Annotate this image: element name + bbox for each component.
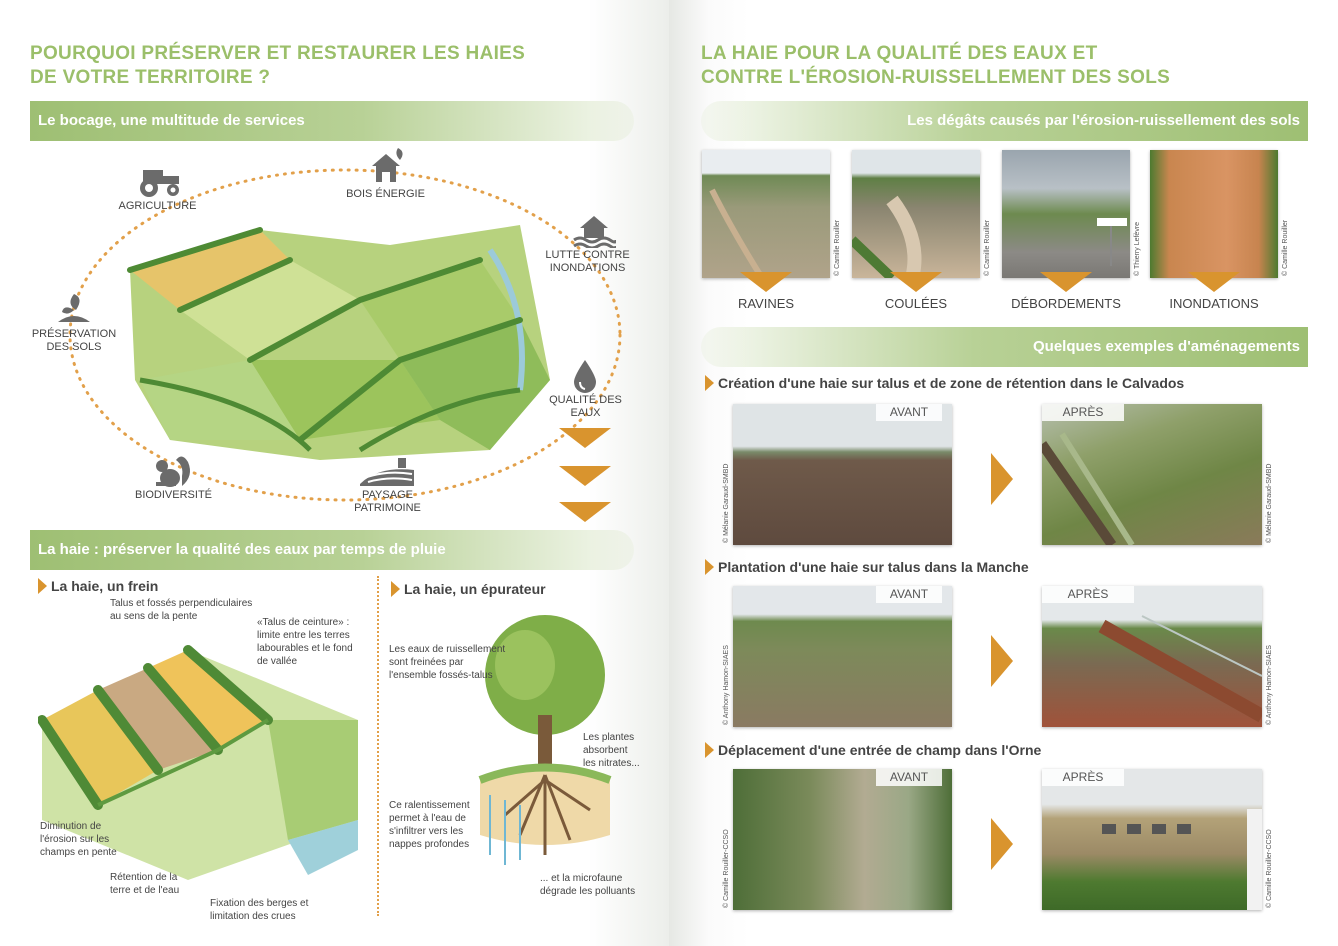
banner-exemples: Quelques exemples d'aménagements (701, 327, 1308, 367)
tag-manche-avant: AVANT (876, 586, 942, 603)
tag-manche-apres: APRÈS (1042, 586, 1134, 603)
photo-debordements (1002, 150, 1130, 278)
note-retention (110, 871, 179, 897)
chevron-calvados (991, 453, 1013, 505)
credit-coulees: © Camille Rouiller (984, 219, 991, 276)
label-bois-energie: BOIS ÉNERGIE (346, 188, 425, 200)
note-plantes (583, 731, 640, 770)
credit-orne-apres: © Camille Rouiller-CCSO (1266, 829, 1273, 908)
chevron-orne (991, 818, 1013, 870)
note-talus (110, 597, 252, 623)
arrow-down-3 (559, 502, 611, 522)
heading-frein (38, 578, 158, 594)
credit-debordements: © Thierry Lefèvre (1134, 221, 1141, 276)
credit-calvados-apres: © Mélanie Garaud-SMBD (1266, 463, 1273, 543)
photo-orne-avant (733, 769, 952, 910)
credit-orne-avant: © Camille Rouiller-CCSO (723, 829, 730, 908)
chevron-manche (991, 635, 1013, 687)
note-ceint-2: limite entre les terres (257, 630, 350, 641)
note-eaux-ruissellement (389, 643, 505, 682)
orange-triangle-icon (391, 581, 400, 597)
label-pres-line2: DES SOLS (46, 341, 102, 353)
credit-inondations: © Camille Rouiller (1282, 219, 1289, 276)
orange-triangle-icon (705, 559, 714, 575)
banner-degats: Les dégâts causés par l'érosion-ruissellement des sols (701, 101, 1308, 141)
left-title (30, 42, 525, 90)
caption-debordements: DÉBORDEMENTS (1011, 296, 1121, 311)
orange-triangle-icon (38, 578, 47, 594)
exemple-orne-title-text: Déplacement d'une entrée de champ dans l'Orne (718, 742, 1042, 758)
heading-epurateur-text: La haie, un épurateur (404, 581, 546, 597)
credit-manche-avant: © Anthony Hamon-SIAES (723, 645, 730, 725)
photo-orne-apres (1042, 769, 1262, 910)
label-qualite-eaux (538, 394, 633, 420)
tag-calvados-avant: AVANT (876, 404, 942, 421)
label-pres-line1: PRÉSERVATION (31, 328, 117, 340)
note-ceint-1: «Talus de ceinture» : (257, 617, 350, 628)
house-water-icon (572, 212, 616, 248)
note-eaux-2: sont freinées par (389, 657, 464, 668)
water-drop-icon (572, 358, 598, 394)
note-ceint-4: de vallée (257, 656, 298, 667)
note-dim-2: l'érosion sur les (40, 834, 110, 845)
photo-manche-apres (1042, 586, 1262, 727)
note-ceinture (257, 616, 353, 668)
label-agriculture: AGRICULTURE (118, 200, 197, 212)
exemple-calvados-title (705, 375, 1184, 391)
arrow-down-ravines (740, 272, 792, 292)
note-ceint-3: labourables et le fond (257, 643, 353, 654)
photo-inondations (1150, 150, 1278, 278)
left-title-line2: DE VOTRE TERRITOIRE ? (30, 67, 271, 88)
note-microfaune (540, 872, 635, 898)
exemple-calvados-title-text: Création d'une haie sur talus et de zone de rétention dans le Calvados (718, 375, 1185, 391)
note-dim-3: champs en pente (40, 847, 117, 858)
label-lutte-inondations (540, 249, 635, 275)
note-eaux-3: l'ensemble fossés-talus (389, 670, 493, 681)
photo-coulees (852, 150, 980, 278)
photo-manche-avant (733, 586, 952, 727)
left-title-line1: POURQUOI PRÉSERVER ET RESTAURER LES HAIES (30, 43, 526, 64)
label-qual-line1: QUALITÉ DES (549, 394, 622, 406)
photo-calvados-avant (733, 404, 952, 545)
dotted-divider (377, 576, 379, 916)
note-ralent-2: permet à l'eau de (389, 813, 466, 824)
note-plantes-2: absorbent (583, 745, 628, 756)
exemple-orne-title (705, 742, 1041, 758)
label-lutte-line1: LUTTE CONTRE (545, 249, 630, 261)
note-fixation (210, 897, 308, 923)
arrow-down-debordements (1040, 272, 1092, 292)
squirrel-icon (152, 452, 194, 488)
label-qual-line2: EAUX (570, 407, 601, 419)
exemple-manche-title (705, 559, 1029, 575)
credit-ravines: © Camille Rouiller (834, 219, 841, 276)
tractor-icon (135, 164, 183, 198)
note-diminution (40, 820, 117, 859)
note-fix-2: limitation des crues (210, 911, 296, 922)
photo-calvados-apres (1042, 404, 1262, 545)
caption-coulees: COULÉES (884, 296, 948, 311)
arrow-down-2 (559, 466, 611, 486)
note-ret-1: Rétention de la (110, 872, 178, 883)
note-ralent-4: nappes profondes (389, 839, 470, 850)
tag-calvados-apres: APRÈS (1042, 404, 1124, 421)
right-title-line2: CONTRE L'ÉROSION-RUISSELLEMENT DES SOLS (701, 67, 1171, 88)
caption-inondations: INONDATIONS (1169, 296, 1259, 311)
note-dim-1: Diminution de (40, 821, 102, 832)
banner-haie-qualite: La haie : préserver la qualité des eaux par temps de pluie (30, 530, 634, 570)
note-ralent-3: s'infiltrer vers les (389, 826, 464, 837)
photo-ravines (702, 150, 830, 278)
note-talus-2: au sens de la pente (110, 611, 198, 622)
tag-orne-avant: AVANT (876, 769, 942, 786)
label-paysage-patrimoine (340, 489, 435, 515)
right-title (701, 42, 1170, 90)
orange-triangle-icon (705, 742, 714, 758)
arrow-down-1 (559, 428, 611, 448)
note-talus-1: Talus et fossés perpendiculaires (110, 598, 253, 609)
heading-epurateur (391, 581, 546, 597)
label-pays-line1: PAYSAGE (362, 489, 413, 501)
note-ret-2: terre et de l'eau (110, 885, 180, 896)
plant-soil-icon (56, 290, 92, 326)
landscape-icon (358, 456, 416, 488)
house-leaf-icon (370, 146, 406, 184)
tag-orne-apres: APRÈS (1042, 769, 1124, 786)
label-pays-line2: PATRIMOINE (354, 502, 421, 514)
note-plantes-1: Les plantes (583, 732, 635, 743)
arrow-down-inondations (1188, 272, 1240, 292)
right-title-line1: LA HAIE POUR LA QUALITÉ DES EAUX ET (701, 43, 1098, 64)
credit-manche-apres: © Anthony Hamon-SIAES (1266, 645, 1273, 725)
note-micro-1: ... et la microfaune (540, 873, 623, 884)
label-lutte-line2: INONDATIONS (549, 262, 626, 274)
note-fix-1: Fixation des berges et (210, 898, 309, 909)
exemple-manche-title-text: Plantation d'une haie sur talus dans la Manche (718, 559, 1029, 575)
banner-bocage: Le bocage, une multitude de services (30, 101, 634, 141)
note-plantes-3: les nitrates... (583, 758, 640, 769)
note-micro-2: dégrade les polluants (540, 886, 636, 897)
label-biodiversite: BIODIVERSITÉ (134, 489, 213, 501)
right-page (669, 0, 1338, 946)
label-preservation-sols (24, 328, 124, 354)
note-eaux-1: Les eaux de ruissellement (389, 644, 506, 655)
heading-frein-text: La haie, un frein (51, 578, 159, 594)
caption-ravines: RAVINES (737, 296, 795, 311)
note-ralentissement (389, 799, 470, 851)
credit-calvados-avant: © Mélanie Garaud-SMBD (723, 463, 730, 543)
arrow-down-coulees (890, 272, 942, 292)
orange-triangle-icon (705, 375, 714, 391)
note-ralent-1: Ce ralentissement (389, 800, 470, 811)
